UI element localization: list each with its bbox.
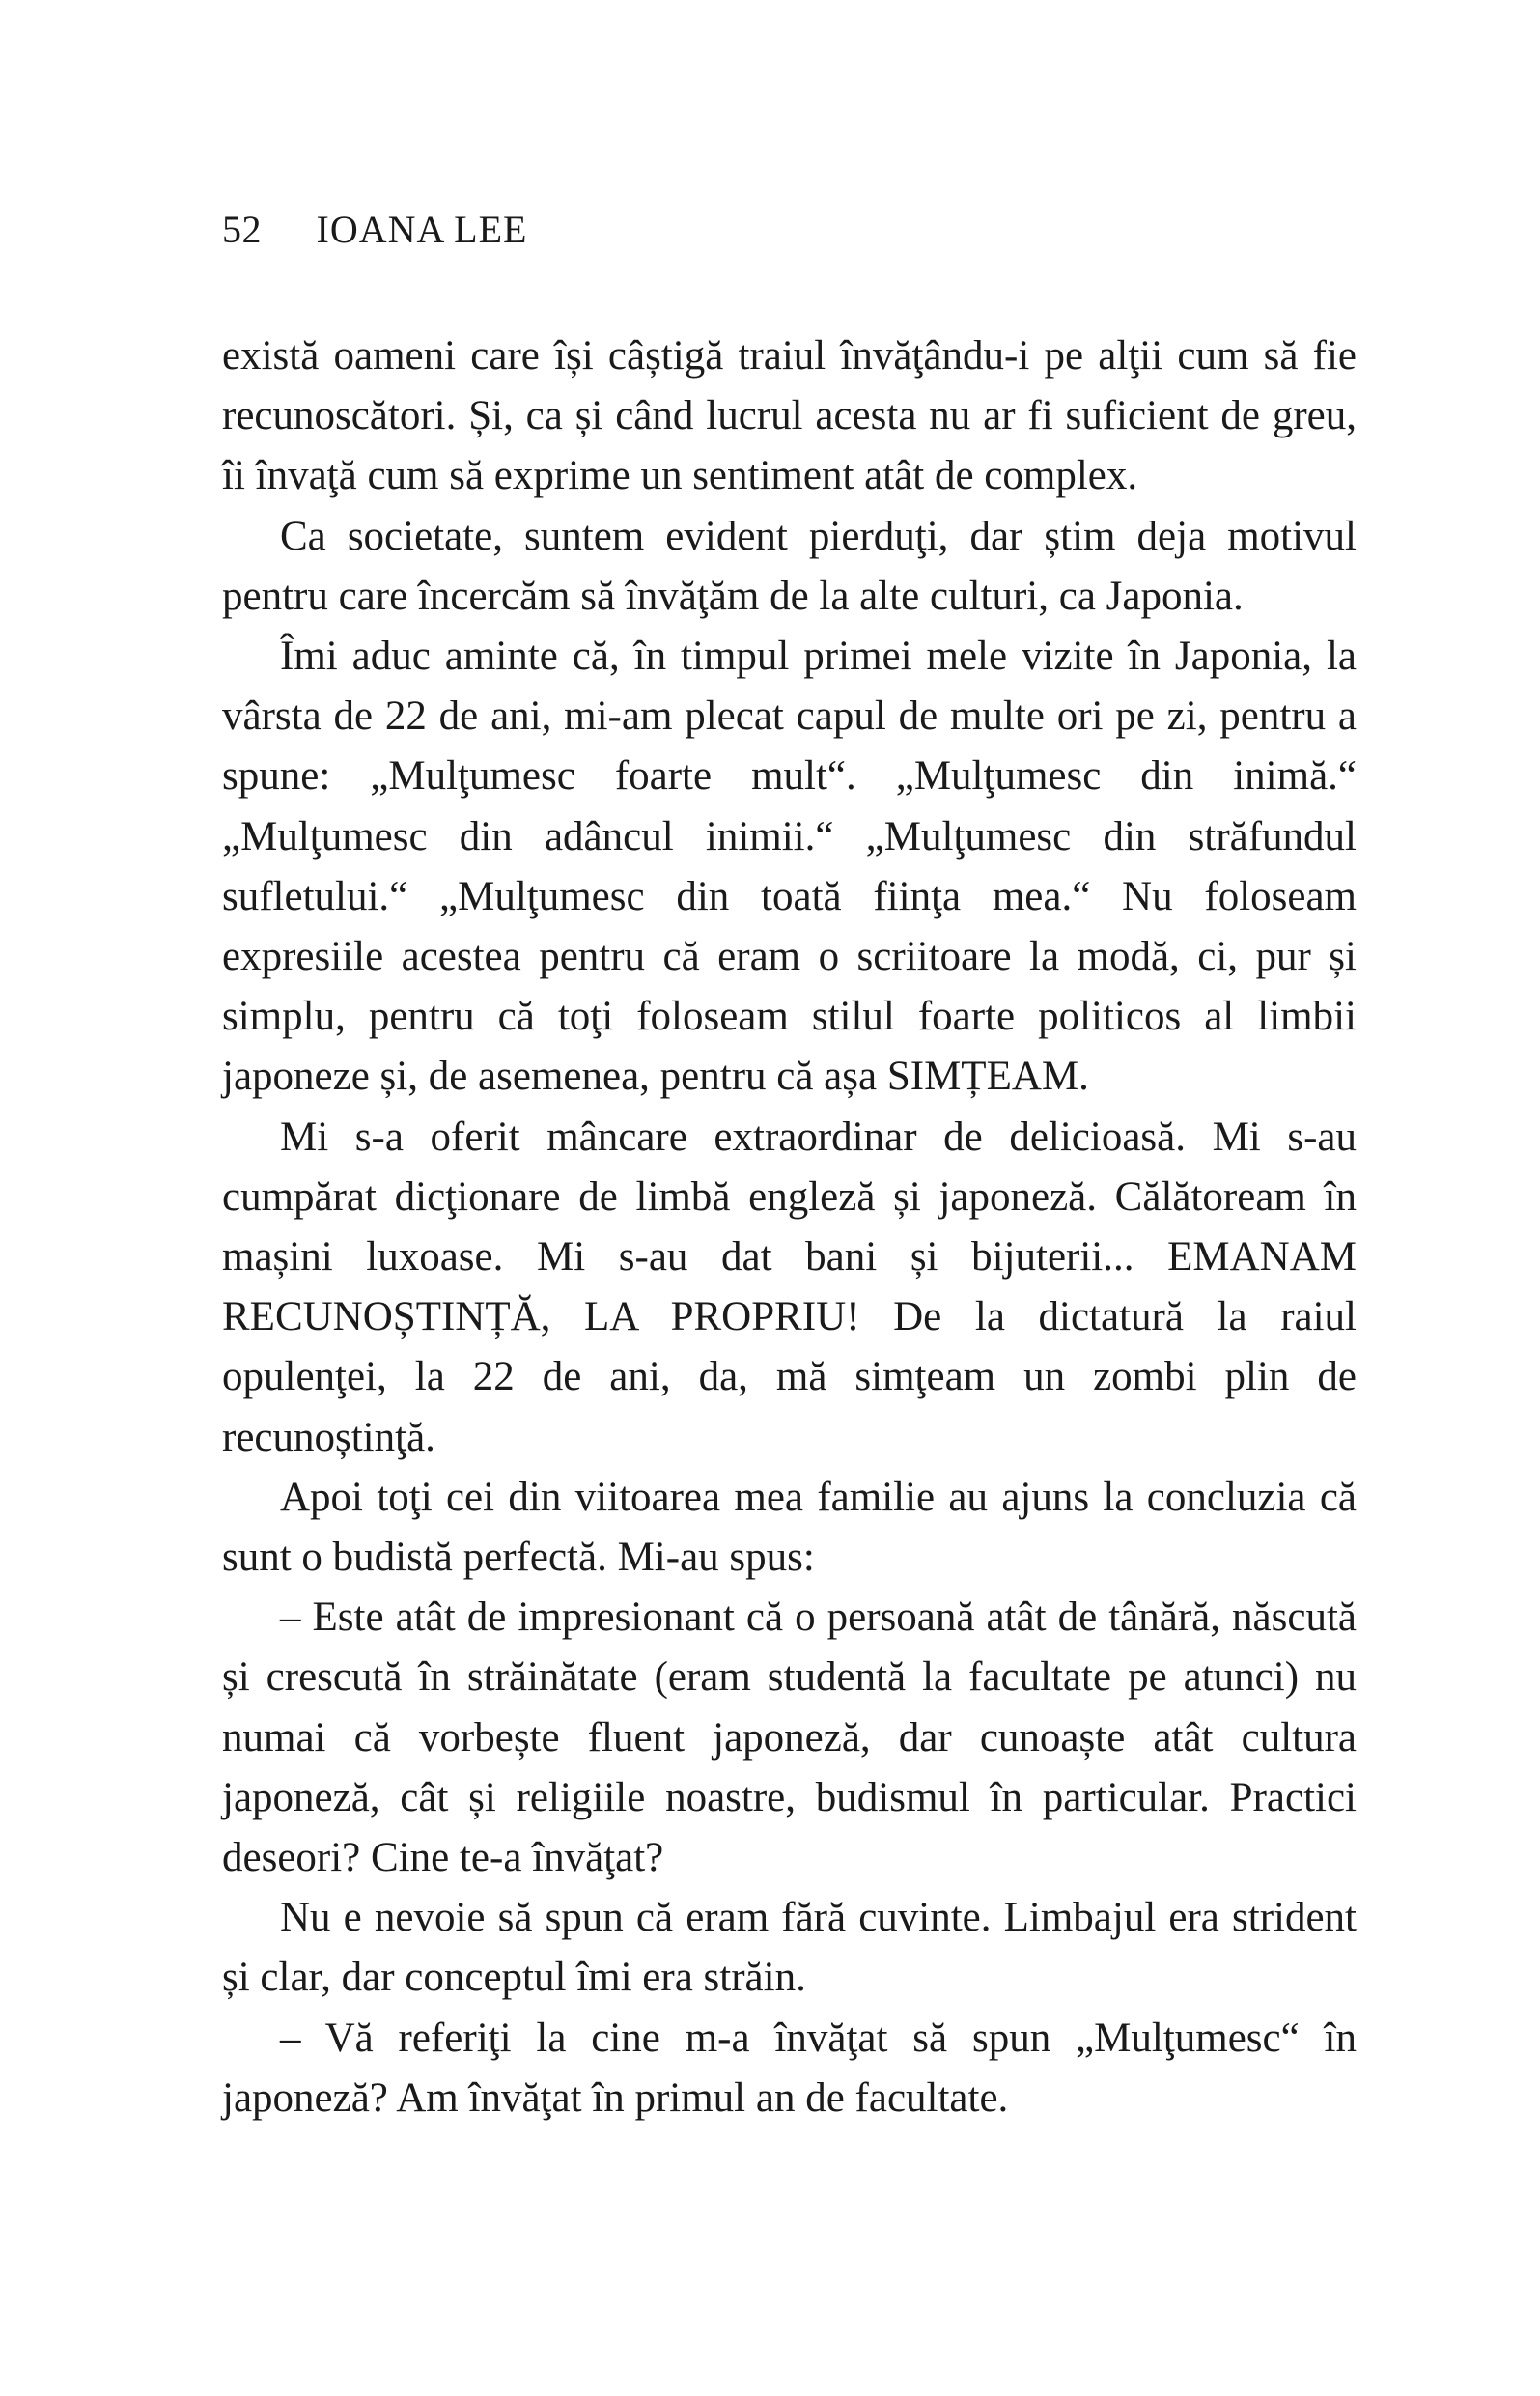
paragraph-3: Îmi aduc aminte că, în timpul primei mele vizite în Japonia, la vârsta de 22 de ani, mi-am plecat capul de multe ori pe zi, pentru a spune: „Mulţumesc foarte mult“. „Mulţumesc din inimă.“ „Mulţumesc din adâncul inimii.“ „Mulţumesc din străfundul sufletului.“ „Mulţumesc din toată fiinţa mea.“ Nu foloseam expresiile acestea pentru că eram o scriitoare la modă, ci, pur și simplu, pentru că toţi foloseam stilul foarte politicos al limbii japoneze și, de asemenea, pentru că așa SIMȚEAM.	[222, 634, 1357, 1100]
author-name: IOANA LEE	[316, 208, 528, 251]
running-header	[222, 201, 527, 259]
body-text	[222, 326, 1357, 2128]
paragraph-7: Nu e nevoie să spun că eram fără cuvinte. Limbajul era strident și clar, dar conceptul îmi era străin.	[222, 1895, 1357, 2001]
paragraph-1: există oameni care își câștigă traiul învăţându-i pe alţii cum să fie recunoscători. Și, ca și când lucrul acesta nu ar fi suficient de greu, îi învaţă cum să exprime un sentiment atât de complex.	[222, 333, 1357, 499]
paragraph-5: Apoi toţi cei din viitoarea mea familie au ajuns la concluzia că sunt o budistă perfectă. Mi-au spus:	[222, 1474, 1357, 1581]
paragraph-4: Mi s-a oferit mâncare extraordinar de delicioasă. Mi s-au cumpărat dicţionare de limbă engleză și japoneză. Călătoream în mașini luxoase. Mi s-au dat bani și bijuterii... EMANAM RECUNOȘTINȚĂ, LA PROPRIU! De la dictatură la raiul opulenţei, la 22 de ani, da, mă simţeam un zombi plin de recunoștinţă.	[222, 1113, 1357, 1460]
paragraph-6: – Este atât de impresionant că o persoană atât de tânără, născută și crescută în străinătate (eram studentă la facultate pe atunci) nu numai că vorbește fluent japoneză, dar cunoaște atât cultura japoneză, cât și religiile noastre, budismul în particular. Practici deseori? Cine te-a învăţat?	[222, 1594, 1357, 1881]
paragraph-2: Ca societate, suntem evident pierduţi, dar știm deja motivul pentru care încercăm să învăţăm de la alte culturi, ca Japonia.	[222, 513, 1357, 619]
page-number: 52	[222, 208, 262, 251]
paragraph-8: – Vă referiţi la cine m-a învăţat să spun „Mulţumesc“ în japoneză? Am învăţat în primul an de facultate.	[222, 2015, 1357, 2121]
